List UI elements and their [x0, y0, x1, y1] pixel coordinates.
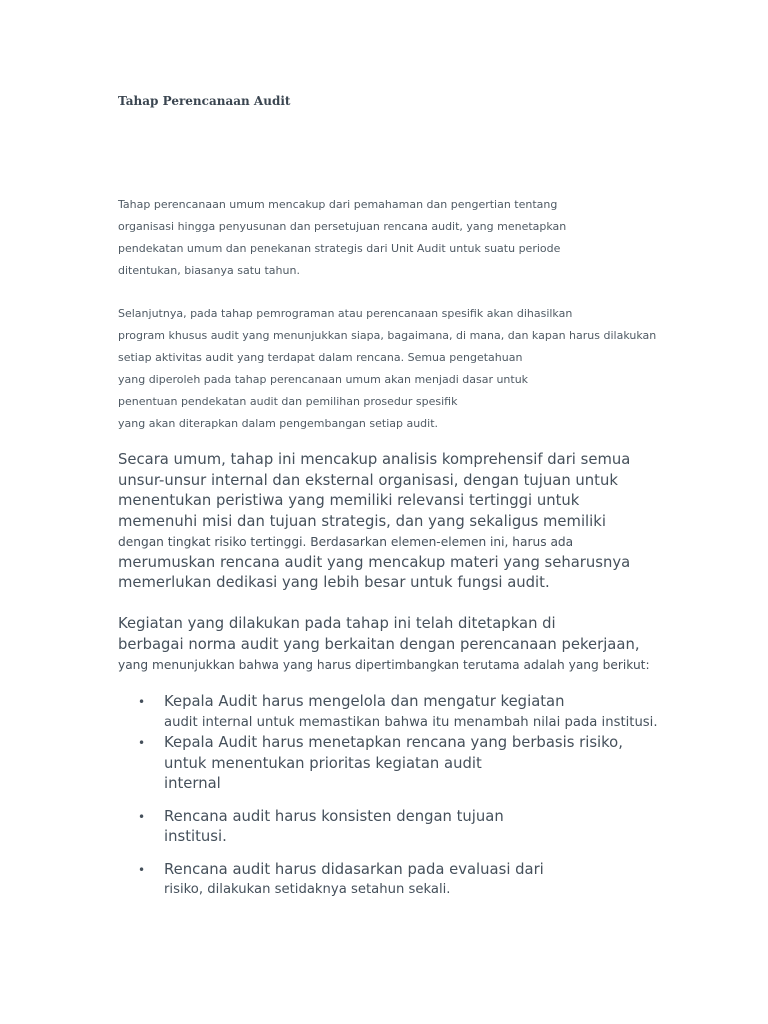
text-line: Kepala Audit harus mengelola dan mengatur kegiatan — [164, 693, 565, 710]
text-line: memerlukan dedikasi yang lebih besar untuk fungsi audit. — [118, 574, 550, 591]
text-line: merumuskan rencana audit yang mencakup materi yang seharusnya — [118, 553, 631, 571]
text-line: institusi. — [164, 828, 227, 845]
paragraph-general-analysis — [118, 450, 630, 594]
text-line: Secara umum, tahap ini mencakup analisis komprehensif dari semua — [118, 451, 631, 468]
bullet-icon: • — [138, 736, 146, 750]
text-line: Kegiatan yang dilakukan pada tahap ini telah ditetapkan di — [118, 615, 556, 632]
text-line: dengan tingkat risiko tertinggi. Berdasarkan elemen-elemen ini, harus ada — [118, 535, 574, 549]
list-item — [138, 692, 658, 733]
text-line: audit internal untuk memastikan bahwa itu menambah nilai pada institusi. — [164, 714, 658, 730]
text-line: berbagai norma audit yang berkaitan dengan perencanaan pekerjaan, — [118, 635, 640, 653]
text-line: Rencana audit harus didasarkan pada evaluasi dari — [164, 860, 544, 878]
list-item — [138, 860, 658, 901]
text-line: yang akan diterapkan dalam pengembangan setiap audit. — [118, 417, 439, 430]
text-line: setiap aktivitas audit yang terdapat dalam rencana. Semua pengetahuan — [118, 351, 523, 364]
text-line: Kepala Audit harus menetapkan rencana yang berbasis risiko, — [164, 734, 623, 751]
text-line: memenuhi misi dan tujuan strategis, dan yang sekaligus memiliki — [118, 512, 606, 530]
paragraph-specific-planning — [118, 303, 656, 435]
text-line: program khusus audit yang menunjukkan siapa, bagaimana, di mana, dan kapan harus dilakukan — [118, 329, 657, 342]
text-line: Tahap perencanaan umum mencakup dari pemahaman dan pengertian tentang — [118, 198, 558, 211]
text-line: organisasi hingga penyusunan dan persetujuan rencana audit, yang menetapkan — [118, 220, 567, 233]
bullet-icon: • — [138, 695, 146, 709]
text-line: untuk menentukan prioritas kegiatan audit — [164, 754, 482, 772]
text-line: internal — [164, 775, 221, 792]
document-title: Tahap Perencanaan Audit — [118, 94, 291, 108]
text-line: yang menunjukkan bahwa yang harus dipertimbangkan terutama adalah yang berikut: — [118, 658, 650, 672]
paragraph-audit-norms — [118, 614, 650, 676]
bullet-icon: • — [138, 862, 146, 877]
bullet-list — [138, 692, 658, 901]
list-item — [138, 807, 658, 848]
text-line: penentuan pendekatan audit dan pemilihan prosedur spesifik — [118, 395, 458, 408]
text-line: Selanjutnya, pada tahap pemrograman atau perencanaan spesifik akan dihasilkan — [118, 307, 573, 320]
bullet-icon: • — [138, 809, 146, 824]
text-line: Rencana audit harus konsisten dengan tujuan — [164, 807, 504, 825]
text-line: pendekatan umum dan penekanan strategis dari Unit Audit untuk suatu periode — [118, 242, 561, 255]
paragraph-general-planning — [118, 194, 566, 282]
text-line: ditentukan, biasanya satu tahun. — [118, 264, 300, 277]
text-line: yang diperoleh pada tahap perencanaan umum akan menjadi dasar untuk — [118, 373, 529, 386]
list-item — [138, 733, 658, 795]
text-line: menentukan peristiwa yang memiliki relevansi tertinggi untuk — [118, 492, 580, 509]
text-line: risiko, dilakukan setidaknya setahun sekali. — [164, 882, 451, 897]
text-line: unsur-unsur internal dan eksternal organisasi, dengan tujuan untuk — [118, 471, 618, 489]
